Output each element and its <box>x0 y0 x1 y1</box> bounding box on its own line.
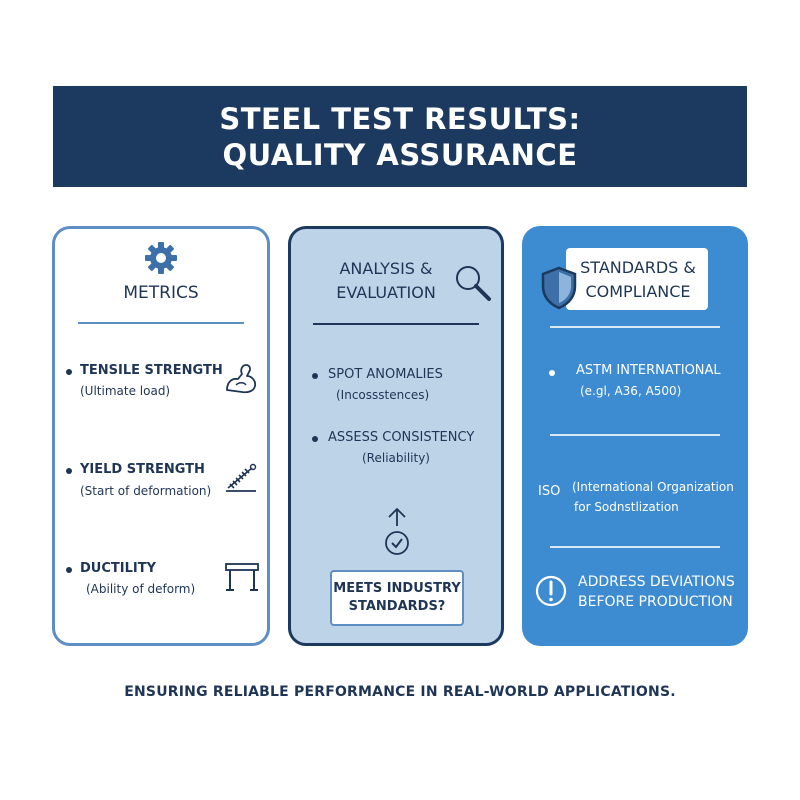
bullet <box>549 370 555 376</box>
iso-line-2: for Sodnstlization <box>574 500 679 514</box>
bullet <box>312 436 318 442</box>
decision-line-1: MEETS INDUSTRY <box>333 581 461 596</box>
analysis-divider <box>313 323 479 325</box>
bullet <box>66 369 72 375</box>
spot-anomalies-title: SPOT ANOMALIES <box>328 367 443 382</box>
yield-strength-sub: (Start of deformation) <box>80 484 212 498</box>
exclamation-circle-icon <box>534 574 568 608</box>
footer-tagline: ENSURING RELIABLE PERFORMANCE IN REAL-WORLD APPLICATIONS. <box>124 684 676 700</box>
ductility-title: DUCTILITY <box>80 561 156 576</box>
standards-divider <box>550 546 720 548</box>
bullet <box>66 468 72 474</box>
decision-box <box>330 570 464 626</box>
analysis-heading-line-2: EVALUATION <box>336 283 436 302</box>
standards-heading-line-2: COMPLIANCE <box>585 282 691 301</box>
iso-label: ISO <box>538 484 561 499</box>
tensile-strength-title: TENSILE STRENGTH <box>80 363 223 378</box>
title-banner <box>53 86 747 187</box>
stretch-bar-icon <box>222 560 262 594</box>
title-line-2: QUALITY ASSURANCE <box>222 137 578 172</box>
flexed-arm-icon <box>224 360 260 396</box>
astm-sub: (e.gl, A36, A500) <box>580 384 682 398</box>
title-line-1: STEEL TEST RESULTS: <box>219 101 581 136</box>
bullet <box>66 567 72 573</box>
check-circle-icon <box>380 506 414 558</box>
assess-consistency-title: ASSESS CONSISTENCY <box>328 430 475 445</box>
spring-icon <box>222 460 260 494</box>
address-deviations-line-2: BEFORE PRODUCTION <box>578 594 733 610</box>
standards-divider <box>550 434 720 436</box>
metrics-heading: METRICS <box>123 283 199 303</box>
astm-title: ASTM INTERNATIONAL <box>576 363 721 378</box>
iso-line-1: (International Organization <box>572 480 734 494</box>
decision-line-2: STANDARDS? <box>348 599 446 614</box>
ductility-sub: (Ability of deform) <box>86 582 196 596</box>
yield-strength-title: YIELD STRENGTH <box>80 462 205 477</box>
metrics-divider <box>78 322 244 324</box>
spot-anomalies-sub: (Incossstences) <box>336 388 430 402</box>
standards-divider <box>550 326 720 328</box>
analysis-heading-line-1: ANALYSIS & <box>339 259 433 278</box>
standards-heading-line-1: STANDARDS & <box>580 258 696 277</box>
gear-icon <box>143 240 179 276</box>
bullet <box>312 373 318 379</box>
magnifier-icon <box>452 262 494 304</box>
assess-consistency-sub: (Reliability) <box>362 451 430 465</box>
tensile-strength-sub: (Ultimate load) <box>80 384 171 398</box>
address-deviations-line-1: ADDRESS DEVIATIONS <box>578 574 735 590</box>
